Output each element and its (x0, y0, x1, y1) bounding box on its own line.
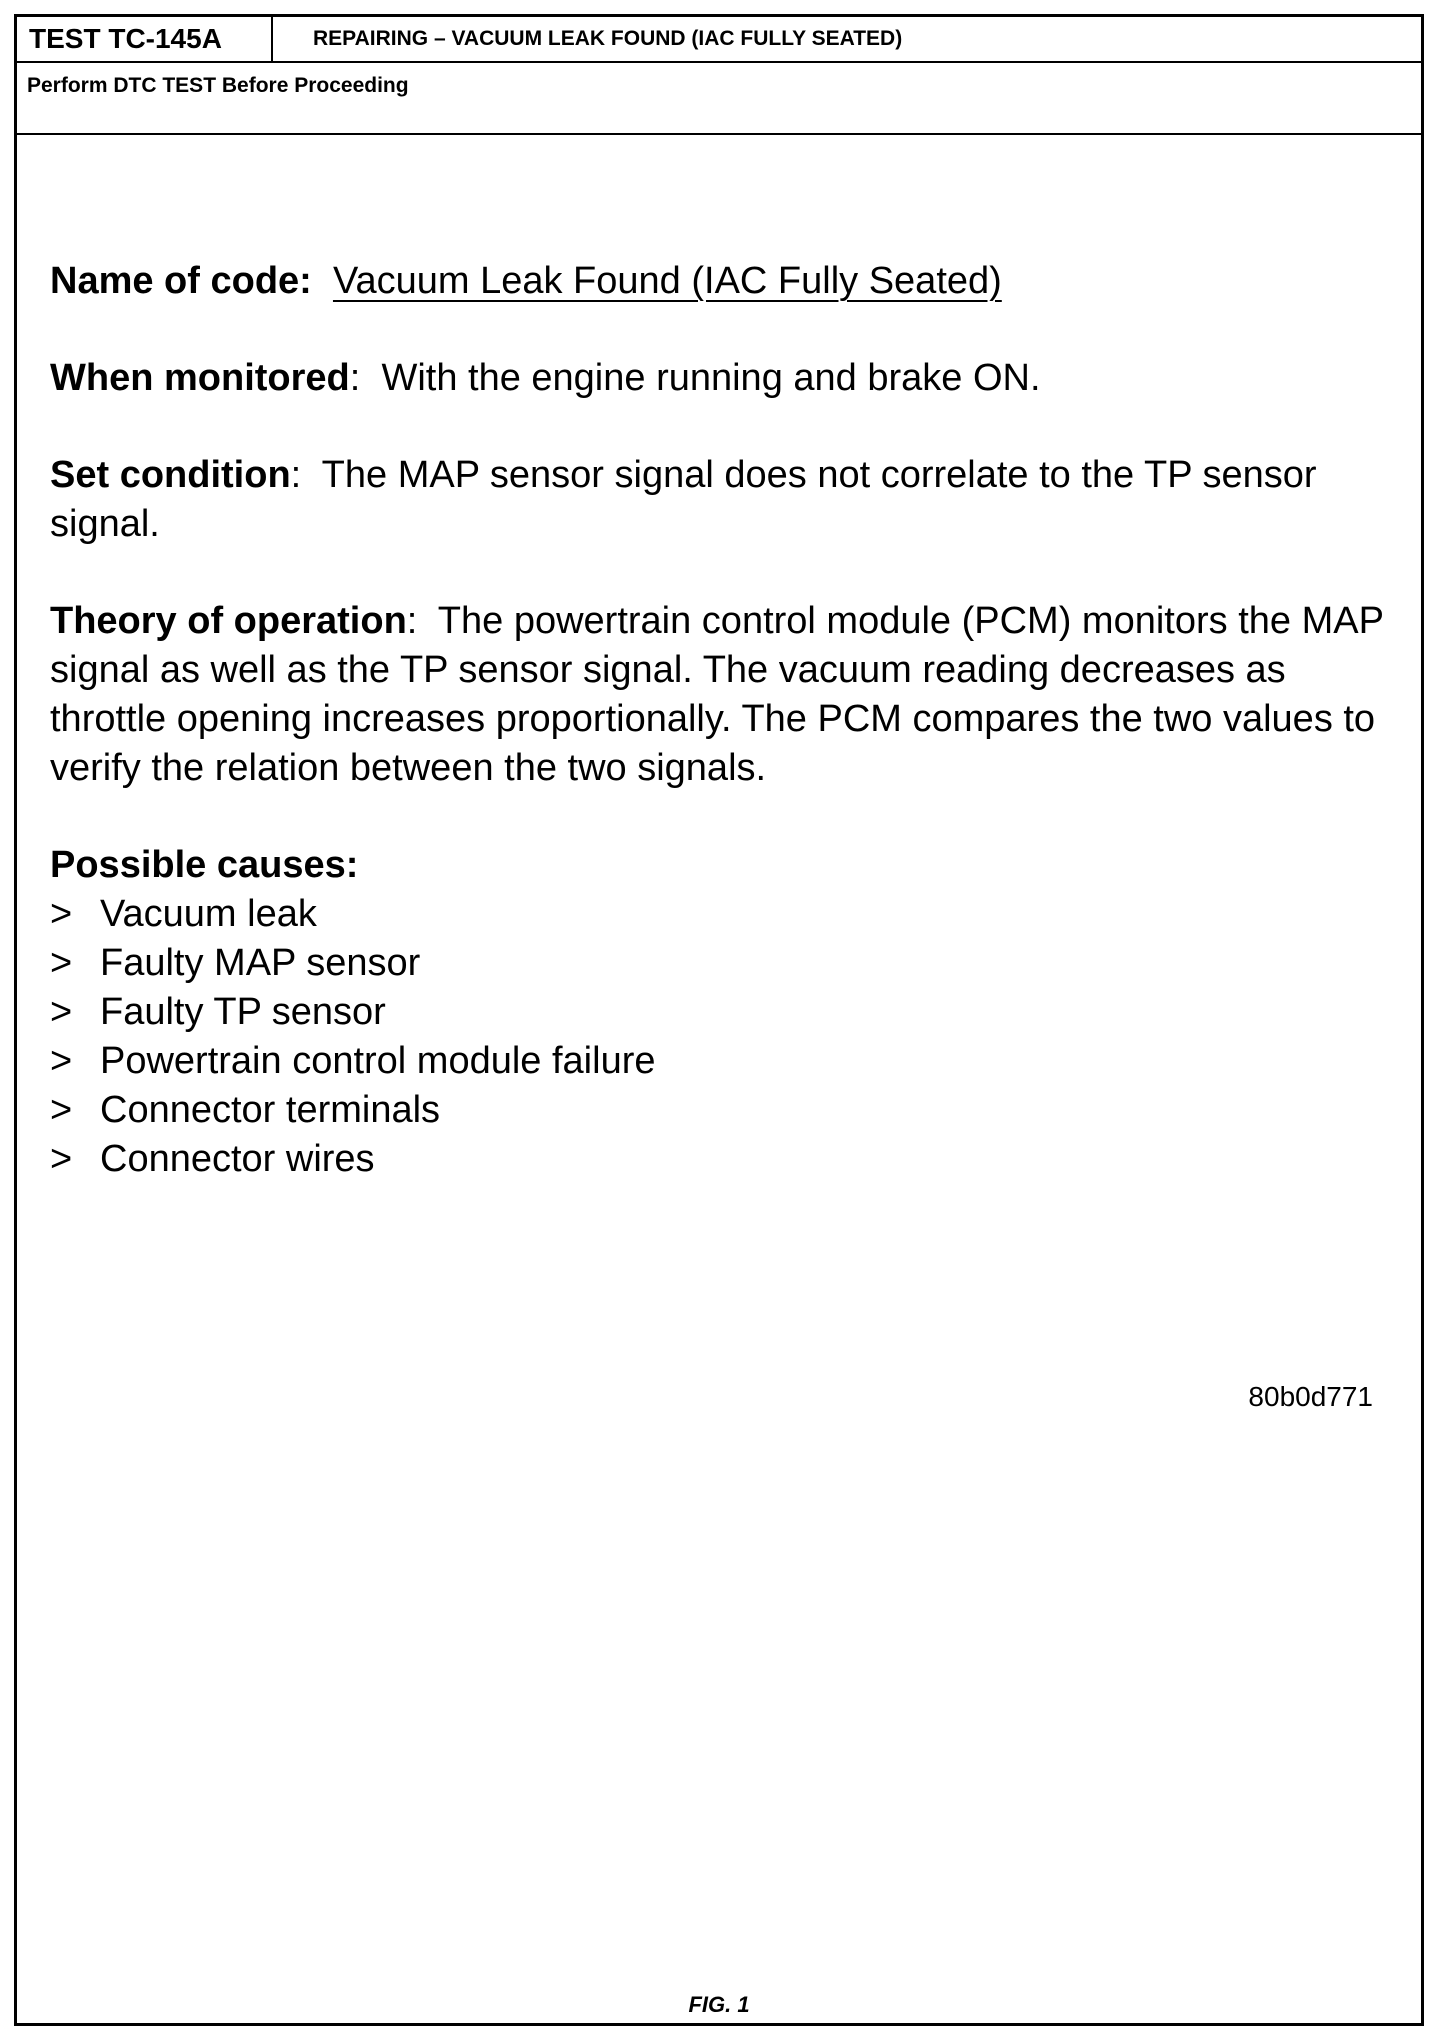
theory-of-operation-paragraph: Theory of operation: The powertrain control module (PCM) monitors the MAP signal as well as the TP sensor signal. The vacuum reading decreases as throttle opening increases proportionally. The PCM compares the two values to verify the relation between the two signals. (50, 600, 1384, 789)
cause-text: Faulty MAP sensor (100, 942, 421, 984)
theory-of-operation-label: Theory of operation (50, 600, 407, 642)
subheader-bar (17, 63, 1421, 135)
test-id: TEST TC-145A (17, 17, 273, 61)
bullet-marker: > (50, 1089, 73, 1131)
reference-code: 80b0d771 (1248, 1381, 1373, 1412)
set-condition-label: Set condition (50, 454, 291, 496)
when-monitored-label: When monitored (50, 357, 350, 399)
theory-of-operation-value: The powertrain control module (PCM) monitors the MAP signal as well as the TP sensor signal. The vacuum reading decreases as throttle opening increases proportionally. The PCM compares the two values to verify the relation between the two signals. (50, 600, 1384, 789)
cause-text: Connector wires (100, 1138, 375, 1180)
test-title: REPAIRING – VACUUM LEAK FOUND (IAC FULLY SEATED) (313, 27, 903, 50)
list-item (50, 1086, 1410, 1135)
cause-text: Faulty TP sensor (100, 991, 386, 1033)
name-of-code-paragraph (50, 257, 1410, 306)
cause-text: Powertrain control module failure (100, 1040, 656, 1082)
document-body (50, 257, 1410, 1184)
bullet-marker: > (50, 991, 73, 1033)
figure-label: FIG. 1 (688, 1992, 750, 2017)
list-item (50, 1135, 1410, 1184)
header-bar (17, 17, 1421, 63)
bullet-marker: > (50, 942, 73, 984)
when-monitored-value: With the engine running and brake ON. (381, 357, 1041, 399)
when-monitored-paragraph: When monitored: With the engine running and brake ON. (50, 357, 1041, 399)
possible-causes-heading: Possible causes: (50, 844, 359, 886)
bullet-marker: > (50, 893, 73, 935)
cause-text: Vacuum leak (100, 893, 317, 935)
list-item (50, 890, 1410, 939)
set-condition-value: The MAP sensor signal does not correlate to the TP sensor signal. (50, 454, 1317, 545)
cause-text: Connector terminals (100, 1089, 441, 1131)
set-condition-paragraph: Set condition: The MAP sensor signal does not correlate to the TP sensor signal. (50, 454, 1317, 545)
list-item (50, 939, 1410, 988)
list-item (50, 988, 1410, 1037)
name-of-code-label: Name of code: (50, 260, 312, 302)
bullet-marker: > (50, 1040, 73, 1082)
document-frame (14, 14, 1424, 2026)
possible-causes-list (50, 890, 1410, 1184)
name-of-code-value: Vacuum Leak Found (IAC Fully Seated) (332, 260, 1002, 302)
perform-note: Perform DTC TEST Before Proceeding (27, 74, 409, 97)
bullet-marker: > (50, 1138, 73, 1180)
list-item (50, 1037, 1410, 1086)
